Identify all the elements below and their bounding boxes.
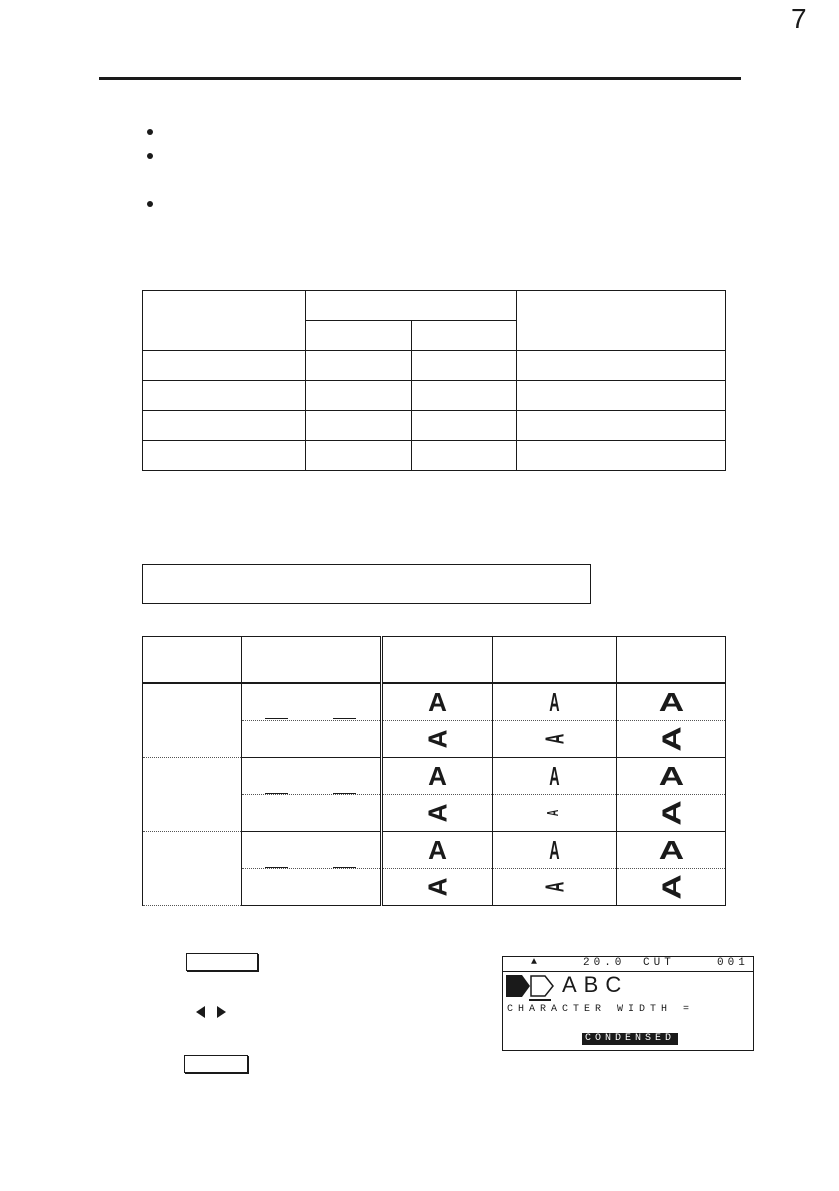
glyph-a-condensed-rotated: A [539, 733, 570, 744]
width-table-label-cell [242, 795, 382, 832]
bullet-2 [147, 153, 153, 159]
size-table-cell [517, 351, 726, 381]
glyph-a-extended: A [658, 686, 684, 717]
bullet-3 [147, 201, 153, 207]
width-table-group-cell [143, 758, 242, 832]
sample-normal-rotated [382, 721, 492, 758]
width-table-header-cell [616, 637, 725, 684]
sample-normal-rotated [382, 795, 492, 832]
glyph-a-condensed-rotated: A [545, 809, 563, 817]
sample-extended-rotated [616, 721, 725, 758]
enter-key[interactable] [184, 1055, 248, 1073]
size-table-cell [517, 291, 726, 351]
sample-condensed [492, 832, 616, 869]
right-triangle-icon[interactable] [217, 1006, 226, 1018]
width-table-header-cell [492, 637, 616, 684]
size-table-cell [517, 411, 726, 441]
lcd-tape-length: 20.0 [583, 957, 626, 969]
size-table-cell [411, 321, 517, 351]
lcd-cursor [529, 999, 551, 1001]
glyph-a-condensed: A [549, 686, 560, 717]
size-table-cell [305, 411, 411, 441]
sample-normal [382, 758, 492, 795]
glyph-a-condensed-rotated: A [539, 881, 570, 892]
lcd-counter: 001 [717, 957, 749, 969]
glyph-a-extended: A [658, 834, 684, 865]
lcd-setting-value: CONDENSED [582, 1033, 678, 1045]
function-key[interactable] [186, 953, 258, 971]
label-underline [265, 867, 288, 868]
size-table-cell [143, 291, 306, 351]
width-table-group-cell [143, 832, 242, 906]
size-table-cell [143, 381, 306, 411]
page-number: 7 [791, 3, 807, 34]
size-table-cell [517, 381, 726, 411]
size-table-cell [305, 441, 411, 471]
sample-normal-rotated [382, 869, 492, 906]
width-table-label-cell [242, 683, 382, 721]
sample-normal [382, 832, 492, 869]
bullet-1 [147, 129, 153, 135]
size-table-cell [411, 411, 517, 441]
outline-block-icon [530, 975, 554, 997]
size-table-cell [305, 351, 411, 381]
size-table-cell [517, 441, 726, 471]
lcd-display [502, 956, 754, 1051]
sample-condensed [492, 683, 616, 721]
width-table-label-cell [242, 721, 382, 758]
glyph-a-normal-rotated: A [422, 877, 453, 896]
glyph-a-normal-rotated: A [422, 729, 453, 748]
size-table-cell [411, 381, 517, 411]
filled-block-icon [506, 975, 530, 997]
lcd-setting-label: CHARACTER WIDTH = [507, 1004, 695, 1015]
header-rule [99, 77, 741, 80]
width-table-header-cell [242, 637, 382, 684]
glyph-a-extended-rotated: A [655, 799, 686, 826]
glyph-a-extended-rotated: A [655, 725, 686, 752]
width-table-group-cell [143, 683, 242, 758]
lcd-text: ABC [562, 972, 629, 997]
label-underline [265, 718, 288, 719]
glyph-a-condensed: A [549, 834, 560, 865]
width-table-header-cell [143, 637, 242, 684]
glyph-a-normal-rotated: A [422, 803, 453, 822]
sample-extended [616, 832, 725, 869]
glyph-a-normal: A [428, 686, 447, 717]
glyph-a-extended-rotated: A [655, 873, 686, 900]
label-underline [333, 867, 356, 868]
label-underline [333, 793, 356, 794]
sample-condensed-rotated [492, 795, 616, 832]
sample-extended [616, 758, 725, 795]
glyph-a-condensed: A [549, 760, 560, 791]
left-triangle-icon[interactable] [196, 1006, 205, 1018]
sample-extended-rotated [616, 869, 725, 906]
size-table [142, 290, 726, 471]
size-table-cell [305, 321, 411, 351]
note-box [142, 564, 591, 604]
size-table-cell [411, 441, 517, 471]
width-table-label-cell [242, 869, 382, 906]
size-table-cell [143, 411, 306, 441]
width-table-label-cell [242, 758, 382, 795]
width-table-header-cell [382, 637, 492, 684]
sample-condensed [492, 758, 616, 795]
sample-condensed-rotated [492, 869, 616, 906]
glyph-a-normal: A [428, 834, 447, 865]
sample-condensed-rotated [492, 721, 616, 758]
size-table-cell [305, 291, 517, 321]
size-table-cell [143, 351, 306, 381]
sample-normal [382, 683, 492, 721]
lcd-cut-label: CUT [643, 957, 675, 969]
character-width-table [142, 636, 726, 906]
label-underline [333, 718, 356, 719]
glyph-a-extended: A [658, 760, 684, 791]
size-table-cell [143, 441, 306, 471]
lcd-arrow-icon: ▲ [531, 957, 542, 968]
sample-extended-rotated [616, 795, 725, 832]
glyph-a-normal: A [428, 760, 447, 791]
size-table-cell [305, 381, 411, 411]
label-underline [265, 793, 288, 794]
sample-extended [616, 683, 725, 721]
lcd-status-bar [503, 957, 753, 972]
size-table-cell [411, 351, 517, 381]
width-table-label-cell [242, 832, 382, 869]
